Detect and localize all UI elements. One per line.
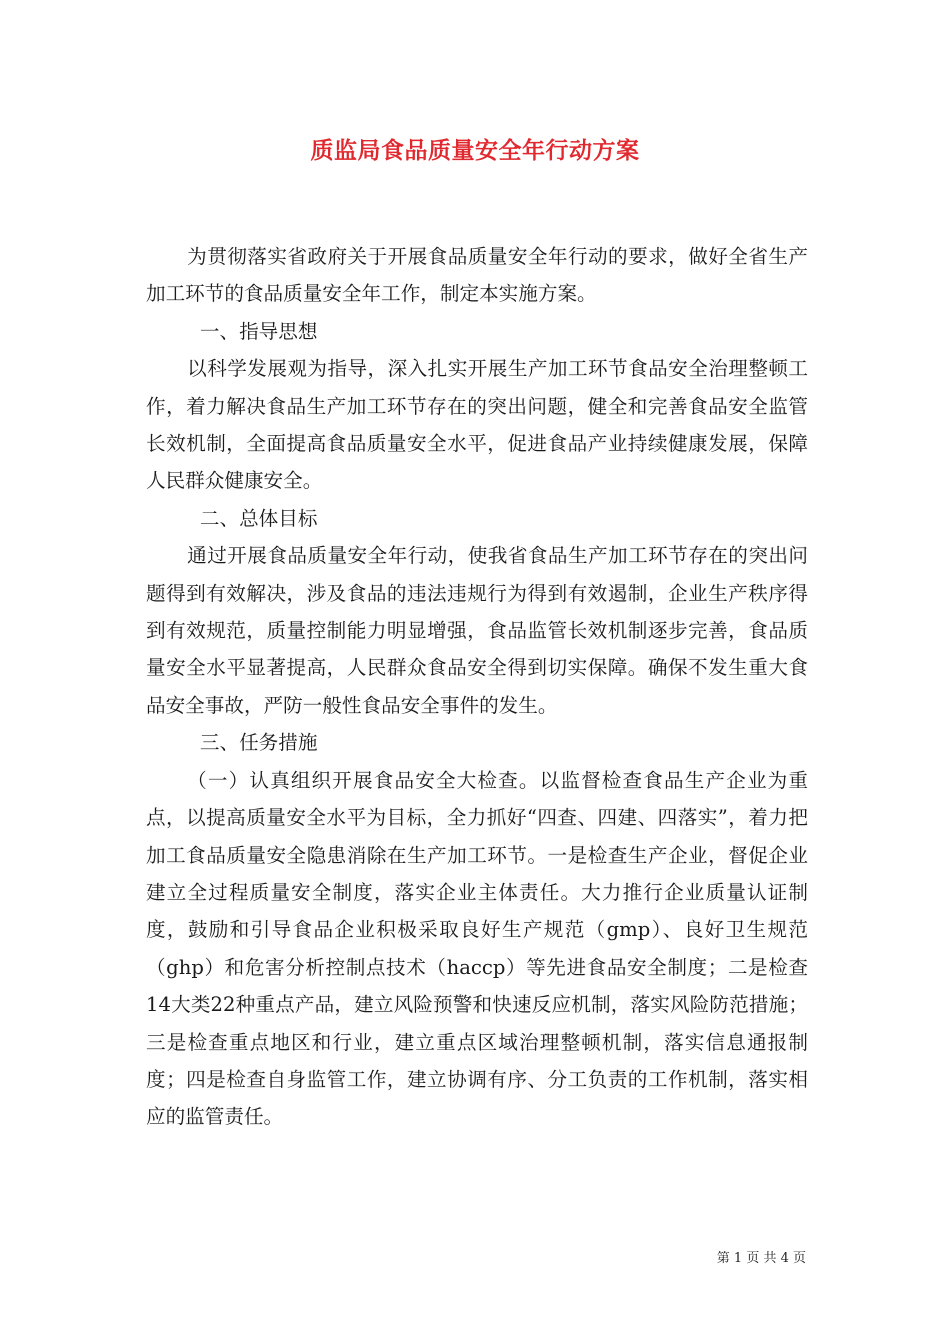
section-heading-guiding-ideology: 一、指导思想 — [199, 319, 318, 343]
tasks-paragraph-1: （一）认真组织开展食品安全大检查。以监督检查食品生产企业为重点，以提高质量安全水平为目标，全力抓好“四查、四建、四落实”，着力把加工食品质量安全隐患消除在生产加工环节。一是检查生产企业，督促企业建立全过程质量安全制度，落实企业主体责任。大力推行企业质量认证制度，鼓励和引导食品企业积极采取良好生产规范（gmp）、良好卫生规范（ghp）和危害分析控制点技术（haccp）等先进食品安全制度；二是检查14大类22种重点产品，建立风险预警和快速反应机制，落实风险防范措施；三是检查重点地区和行业，建立重点区域治理整顿机制，落实信息通报制度；四是检查自身监管工作，建立协调有序、分工负责的工作机制，落实相应的监管责任。 — [146, 768, 808, 1129]
overall-goal-paragraph: 通过开展食品质量安全年行动，使我省食品生产加工环节存在的突出问题得到有效解决，涉及食品的违法违规行为得到有效遏制，企业生产秩序得到有效规范，质量控制能力明显增强，食品监管长效机制逐步完善，食品质量安全水平显著提高，人民群众食品安全得到切实保障。确保不发生重大食品安全事故，严防一般性食品安全事件的发生。 — [146, 544, 808, 717]
guiding-ideology-paragraph: 以科学发展观为指导，深入扎实开展生产加工环节食品安全治理整顿工作，着力解决食品生产加工环节存在的突出问题，健全和完善食品安全监管长效机制，全面提高食品质量安全水平，促进食品产业持续健康发展，保障人民群众健康安全。 — [146, 357, 808, 493]
section-heading-tasks: 三、任务措施 — [199, 731, 318, 755]
page-number-footer: 第 1 页 共 4 页 — [716, 1251, 806, 1266]
document-title: 质监局食品质量安全年行动方案 — [310, 137, 640, 164]
document-body — [146, 238, 808, 1136]
section-heading-overall-goal: 二、总体目标 — [199, 506, 318, 530]
intro-paragraph: 为贯彻落实省政府关于开展食品质量安全年行动的要求，做好全省生产加工环节的食品质量安全年工作，制定本实施方案。 — [146, 245, 808, 306]
